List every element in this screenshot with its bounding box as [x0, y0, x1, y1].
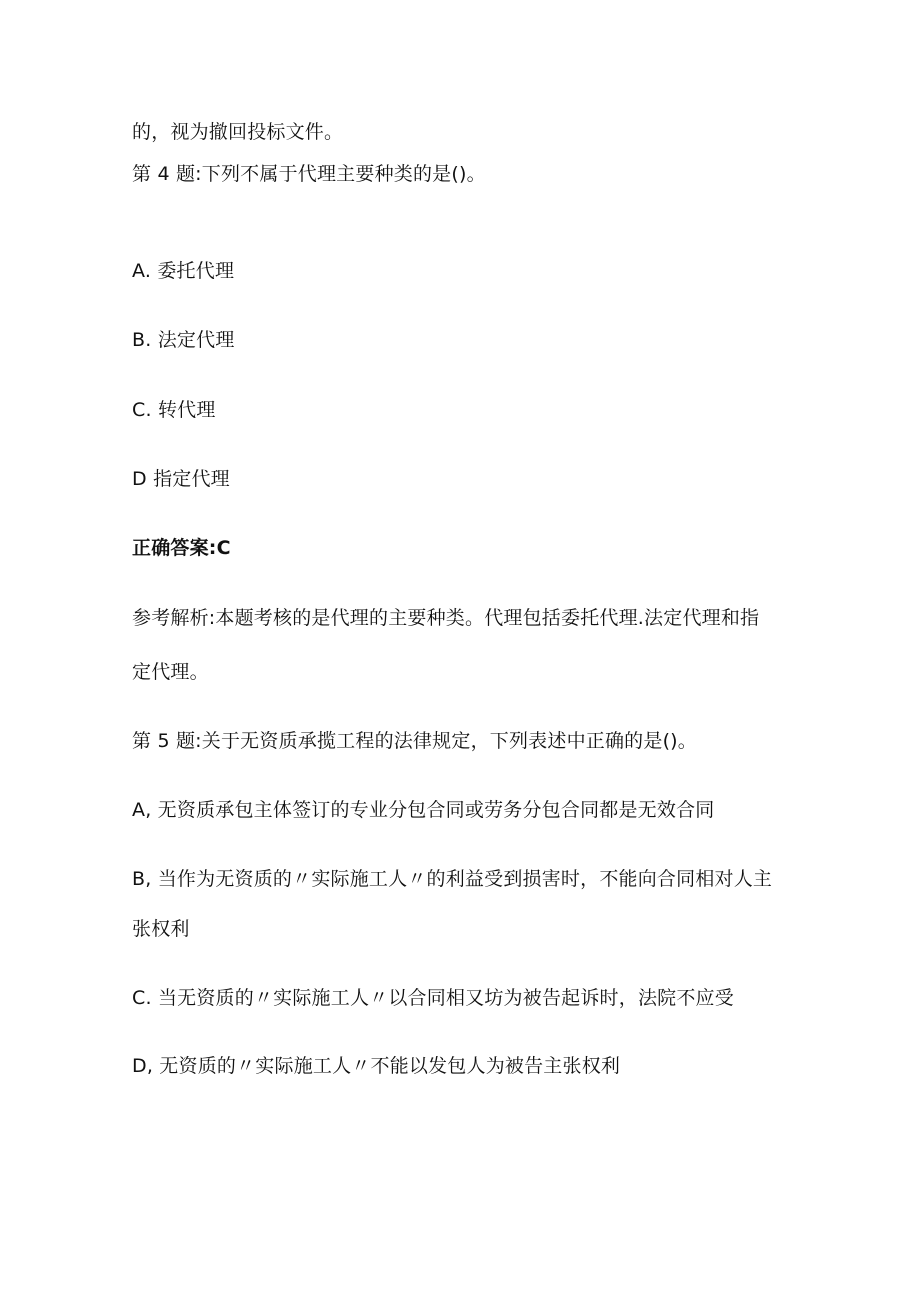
- question-5-stem: 第 5 题:关于无资质承揽工程的法律规定，下列表述中正确的是()。: [132, 730, 697, 752]
- question-5-option-b-line-1: B, 当作为无资质的〃实际施工人〃的利益受到损害时，不能向合同相对人主: [132, 868, 773, 890]
- question-4-answer: 正确答案:C: [132, 537, 231, 559]
- question-4-option-d: D 指定代理: [132, 468, 230, 490]
- question-4-analysis-line-1: 参考解析:本题考核的是代理的主要种类。代理包括委托代理.法定代理和指: [132, 607, 760, 629]
- question-4-option-a: A. 委托代理: [132, 260, 235, 282]
- question-4-stem: 第 4 题:下列不属于代理主要种类的是()。: [132, 163, 486, 185]
- question-4-option-b: B. 法定代理: [132, 329, 235, 351]
- question-4-analysis-line-2: 定代理。: [132, 661, 209, 683]
- question-5-option-c: C. 当无资质的〃实际施工人〃以合同相又坊为被告起诉时，法院不应受: [132, 987, 734, 1009]
- question-4-option-c: C. 转代理: [132, 399, 216, 421]
- question-5-option-d: D, 无资质的〃实际施工人〃不能以发包人为被告主张权利: [132, 1055, 621, 1077]
- question-5-option-b-line-2: 张权利: [132, 918, 190, 940]
- question-5-option-a: A, 无资质承包主体签订的专业分包合同或劳务分包合同都是无效合同: [132, 799, 715, 821]
- continuation-text: 的，视为撤回投标文件。: [132, 121, 344, 143]
